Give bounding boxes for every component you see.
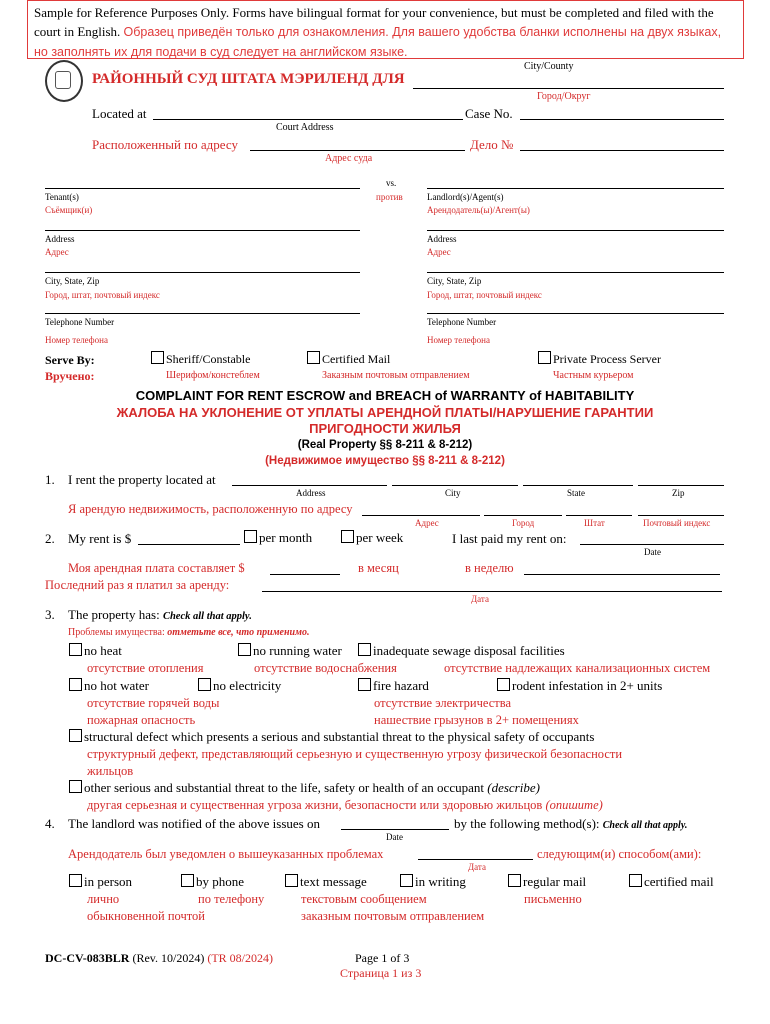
tenant-city-label: City, State, Zip xyxy=(45,276,100,286)
notice-english: Sample for Reference Purposes Only. Forms have bilingual format for your convenience, but must be completed and filed with the court in English. xyxy=(34,5,714,39)
court-name-russian: РАЙОННЫЙ СУД ШТАТА МЭРИЛЕНД ДЛЯ xyxy=(92,71,405,87)
rodent-option[interactable] xyxy=(497,678,662,694)
item1-city-label-russian: Город xyxy=(512,518,535,528)
text-message-option[interactable] xyxy=(285,874,367,890)
city-county-label: City/County xyxy=(524,61,574,72)
item4-text2-russian: следующим(и) способом(ами): xyxy=(537,847,702,861)
checkbox-icon[interactable] xyxy=(508,874,521,887)
form-subtitle: (Real Property §§ 8-211 & 8-212) xyxy=(297,439,473,451)
by-phone-option[interactable] xyxy=(181,874,244,890)
by-phone-label: by phone xyxy=(196,874,245,889)
per-month-option[interactable] xyxy=(244,530,312,546)
last-paid-label-russian: Последний раз я платил за аренду: xyxy=(45,578,230,592)
court-address-field-russian[interactable] xyxy=(250,150,465,151)
structural-option[interactable] xyxy=(69,729,594,745)
checkbox-icon[interactable] xyxy=(151,351,164,364)
by-phone-label-russian: по телефону xyxy=(198,892,265,906)
landlord-address-field[interactable] xyxy=(427,230,724,231)
in-writing-label: in writing xyxy=(415,874,466,889)
item1-zip-label-russian: Почтовый индекс xyxy=(643,518,711,528)
item3-number: 3. xyxy=(45,607,55,622)
regular-mail-label-russian: обыкновенной почтой xyxy=(87,909,205,923)
item4-number: 4. xyxy=(45,816,55,831)
item2-rent-label: My rent is $ xyxy=(68,531,132,546)
sewage-label-russian: отсутствие надлежащих канализационных систем xyxy=(444,661,711,675)
other-threat-label-russian: другая серьезная и существенная угроза жизни, безопасности или здоровью жильцов xyxy=(87,798,543,812)
item1-address-label: Address xyxy=(296,488,326,498)
checkbox-icon[interactable] xyxy=(238,643,251,656)
regular-mail-label: regular mail xyxy=(523,874,587,889)
item1-text: I rent the property located at xyxy=(68,472,216,487)
certified-mail-label-russian: заказным почтовым отправлением xyxy=(301,909,485,923)
checkbox-icon[interactable] xyxy=(358,643,371,656)
landlord-city-label: City, State, Zip xyxy=(427,276,482,286)
tenant-address-label-russian: Адрес xyxy=(45,247,69,257)
landlord-label-russian: Арендодатель(ы)/Агент(ы) xyxy=(427,205,530,215)
other-threat-describe: (describe) xyxy=(487,780,540,795)
item3-text-russian-wrap xyxy=(68,627,309,638)
per-month-label: per month xyxy=(259,530,313,545)
page-number: Page 1 of 3 xyxy=(355,951,410,965)
landlord-address-label: Address xyxy=(427,234,457,244)
other-threat-russian-wrap xyxy=(87,798,603,813)
no-electricity-option[interactable] xyxy=(198,678,281,694)
item1-number: 1. xyxy=(45,472,55,487)
no-electricity-label-russian: отсутствие электричества xyxy=(374,696,512,710)
no-heat-label: no heat xyxy=(84,643,122,658)
notice-russian: Образец приведён только для ознакомления. Для вашего удобства бланки исполнены на двух языках, но заполнять их для подачи в суд следует на английском языке. xyxy=(34,25,722,59)
versus-label: vs. xyxy=(386,178,397,188)
item1-state-label-russian: Штат xyxy=(584,518,605,528)
property-address-field[interactable] xyxy=(232,485,387,486)
no-heat-option[interactable] xyxy=(69,643,122,659)
no-water-label-russian: отсутствие водоснабжения xyxy=(254,661,397,675)
form-subtitle-russian: (Недвижимое имущество §§ 8-211 & 8-212) xyxy=(265,455,505,467)
landlord-address-label-russian: Адрес xyxy=(427,247,451,257)
text-message-label-russian: текстовым сообщением xyxy=(301,892,427,906)
sewage-option[interactable] xyxy=(358,643,565,659)
in-writing-option[interactable] xyxy=(400,874,466,890)
item4-check-all: Check all that apply. xyxy=(602,820,688,831)
in-person-option[interactable] xyxy=(69,874,132,890)
item4-text1: The landlord was notified of the above issues on xyxy=(68,816,320,831)
notified-date-label-russian: Дата xyxy=(468,862,486,872)
structural-label-russian-line1: структурный дефект, представляющий серьезную и существенную угрозу физической безопасности xyxy=(87,747,623,761)
checkbox-icon[interactable] xyxy=(69,678,82,691)
court-seal-icon xyxy=(45,60,83,102)
checkbox-icon[interactable] xyxy=(629,874,642,887)
city-county-label-russian: Город/Округ xyxy=(537,91,591,102)
item1-state-label: State xyxy=(567,488,585,498)
landlord-city-label-russian: Город, штат, почтовый индекс xyxy=(427,290,542,300)
tenant-label-russian: Съёмщик(и) xyxy=(45,205,93,215)
per-week-label: per week xyxy=(356,530,404,545)
located-at-label-russian: Расположенный по адресу xyxy=(92,137,238,152)
item1-text-russian: Я арендую недвижимость, расположенную по адресу xyxy=(68,502,353,516)
rent-amount-field[interactable] xyxy=(138,544,240,545)
versus-label-russian: против xyxy=(376,192,403,202)
text-message-label: text message xyxy=(300,874,367,889)
in-writing-label-russian: письменно xyxy=(524,892,582,906)
form-title-russian-line2: ПРИГОДНОСТИ ЖИЛЬЯ xyxy=(309,421,461,436)
landlord-city-field[interactable] xyxy=(427,272,724,273)
per-week-option[interactable] xyxy=(341,530,403,546)
property-city-field-russian[interactable] xyxy=(484,515,562,516)
form-title: COMPLAINT FOR RENT ESCROW and BREACH of WARRANTY of HABITABILITY xyxy=(135,388,635,403)
last-paid-date-label: Date xyxy=(644,547,661,557)
item3-check-all-russian: отметьте все, что применимо. xyxy=(167,627,310,638)
serve-certified-label: Certified Mail xyxy=(322,352,391,366)
in-person-label-russian: лично xyxy=(87,892,120,906)
notified-date-field-russian[interactable] xyxy=(418,859,533,860)
last-paid-date-field[interactable] xyxy=(580,544,724,545)
item1-city-label: City xyxy=(445,488,461,498)
no-hot-water-option[interactable] xyxy=(69,678,149,694)
serve-by-label: Serve By: xyxy=(45,353,95,367)
property-address-field-russian[interactable] xyxy=(362,515,480,516)
landlord-label: Landlord(s)/Agent(s) xyxy=(427,192,504,202)
other-threat-describe-russian: (опишите) xyxy=(545,798,603,812)
case-number-field[interactable] xyxy=(520,119,724,120)
checkbox-icon[interactable] xyxy=(307,351,320,364)
checkbox-icon[interactable] xyxy=(69,780,82,793)
rent-amount-field-russian[interactable] xyxy=(270,574,340,575)
checkbox-icon[interactable] xyxy=(285,874,298,887)
last-paid-label: I last paid my rent on: xyxy=(452,531,567,546)
last-paid-date-label-russian: Дата xyxy=(471,594,489,604)
form-revision: (Rev. 10/2024) xyxy=(132,951,205,965)
no-hot-water-label-russian: отсутствие горячей воды xyxy=(87,696,220,710)
court-address-label-russian: Адрес суда xyxy=(325,153,373,164)
tenant-city-field[interactable] xyxy=(45,272,360,273)
structural-label: structural defect which presents a serious and substantial threat to the physical safety of occupants xyxy=(84,729,595,744)
tenant-label: Tenant(s) xyxy=(45,192,79,202)
notified-date-label: Date xyxy=(386,832,403,842)
item2-number: 2. xyxy=(45,531,55,546)
other-threat-label: other serious and substantial threat to the life, safety or health of an occupant xyxy=(84,780,484,795)
case-number-field-russian[interactable] xyxy=(520,150,724,151)
serve-sheriff-option[interactable] xyxy=(151,351,250,367)
per-week-field-russian[interactable] xyxy=(524,574,720,575)
rodent-label-russian: нашествие грызунов в 2+ помещениях xyxy=(374,713,579,727)
checkbox-icon[interactable] xyxy=(358,678,371,691)
tenant-name-field[interactable] xyxy=(45,188,360,189)
regular-mail-option[interactable] xyxy=(508,874,586,890)
item3-text: The property has: xyxy=(68,607,160,622)
no-electricity-label: no electricity xyxy=(213,678,282,693)
tenant-phone-field[interactable] xyxy=(45,313,360,314)
form-id-wrap xyxy=(45,951,273,966)
notified-date-field[interactable] xyxy=(341,829,449,830)
reference-notice xyxy=(27,0,744,59)
item2-rent-label-russian: Моя арендная плата составляет $ xyxy=(68,561,245,575)
landlord-phone-field[interactable] xyxy=(427,313,724,314)
rodent-label: rodent infestation in 2+ units xyxy=(512,678,663,693)
case-no-label-russian: Дело № xyxy=(470,137,514,152)
item3-text-wrap xyxy=(68,607,252,623)
item4-text1-russian: Арендодатель был уведомлен о вышеуказанных проблемах xyxy=(68,847,384,861)
case-no-label: Case No. xyxy=(465,106,513,121)
serve-sheriff-label: Sheriff/Constable xyxy=(166,352,251,366)
form-title-russian-line1: ЖАЛОБА НА УКЛОНЕНИЕ ОТ УПЛАТЫ АРЕНДНОЙ ПЛАТЫ/НАРУШЕНИЕ ГАРАНТИИ xyxy=(116,405,654,420)
located-at-label: Located at xyxy=(92,106,147,121)
tenant-phone-label: Telephone Number xyxy=(45,317,115,327)
checkbox-icon[interactable] xyxy=(198,678,211,691)
property-zip-field-russian[interactable] xyxy=(638,515,724,516)
item3-check-all: Check all that apply. xyxy=(162,611,252,622)
property-state-field[interactable] xyxy=(523,485,633,486)
certified-mail-option[interactable] xyxy=(629,874,714,890)
landlord-name-field[interactable] xyxy=(427,188,724,189)
no-water-label: no running water xyxy=(253,643,342,658)
checkbox-icon[interactable] xyxy=(69,729,82,742)
item1-address-label-russian: Адрес xyxy=(415,518,439,528)
per-month-label-russian: в месяц xyxy=(358,561,399,575)
checkbox-icon[interactable] xyxy=(69,643,82,656)
property-state-field-russian[interactable] xyxy=(566,515,632,516)
checkbox-icon[interactable] xyxy=(400,874,413,887)
tenant-city-label-russian: Город, штат, почтовый индекс xyxy=(45,290,160,300)
property-zip-field[interactable] xyxy=(638,485,724,486)
court-address-field[interactable] xyxy=(153,119,463,120)
tenant-address-label: Address xyxy=(45,234,75,244)
serve-certified-option[interactable] xyxy=(307,351,390,367)
form-id: DC-CV-083BLR xyxy=(45,951,130,965)
item4-text2-wrap xyxy=(454,816,687,832)
serve-private-label-russian: Частным курьером xyxy=(553,370,634,381)
court-address-label: Court Address xyxy=(276,122,334,133)
checkbox-icon[interactable] xyxy=(244,530,257,543)
tenant-address-field[interactable] xyxy=(45,230,360,231)
sewage-label: inadequate sewage disposal facilities xyxy=(373,643,565,658)
tenant-phone-label-russian: Номер телефона xyxy=(45,335,108,345)
checkbox-icon[interactable] xyxy=(341,530,354,543)
serve-by-label-russian: Вручено: xyxy=(45,369,95,383)
fire-hazard-label: fire hazard xyxy=(373,678,429,693)
form-translation-revision: (TR 08/2024) xyxy=(207,951,274,965)
certified-mail-label: certified mail xyxy=(644,874,714,889)
serve-certified-label-russian: Заказным почтовым отправлением xyxy=(322,370,470,381)
landlord-phone-label: Telephone Number xyxy=(427,317,497,327)
checkbox-icon[interactable] xyxy=(497,678,510,691)
serve-private-label: Private Process Server xyxy=(553,352,661,366)
per-week-label-russian: в неделю xyxy=(465,561,514,575)
serve-sheriff-label-russian: Шерифом/констеблем xyxy=(166,370,260,381)
checkbox-icon[interactable] xyxy=(538,351,551,364)
checkbox-icon[interactable] xyxy=(181,874,194,887)
item4-text2: by the following method(s): xyxy=(454,816,600,831)
other-threat-option[interactable] xyxy=(69,780,540,796)
structural-label-russian-line2: жильцов xyxy=(87,764,134,778)
serve-private-option[interactable] xyxy=(538,351,661,367)
checkbox-icon[interactable] xyxy=(69,874,82,887)
item3-text-russian: Проблемы имущества: xyxy=(68,627,165,638)
no-hot-water-label: no hot water xyxy=(84,678,149,693)
landlord-phone-label-russian: Номер телефона xyxy=(427,335,490,345)
property-city-field[interactable] xyxy=(392,485,518,486)
no-water-option[interactable] xyxy=(238,643,342,659)
last-paid-date-field-russian[interactable] xyxy=(262,591,722,592)
in-person-label: in person xyxy=(84,874,133,889)
no-heat-label-russian: отсутствие отопления xyxy=(87,661,204,675)
fire-hazard-option[interactable] xyxy=(358,678,429,694)
fire-hazard-label-russian: пожарная опасность xyxy=(87,713,196,727)
city-county-field[interactable] xyxy=(413,88,724,89)
item1-zip-label: Zip xyxy=(672,488,685,498)
page-number-russian: Страница 1 из 3 xyxy=(340,966,422,980)
